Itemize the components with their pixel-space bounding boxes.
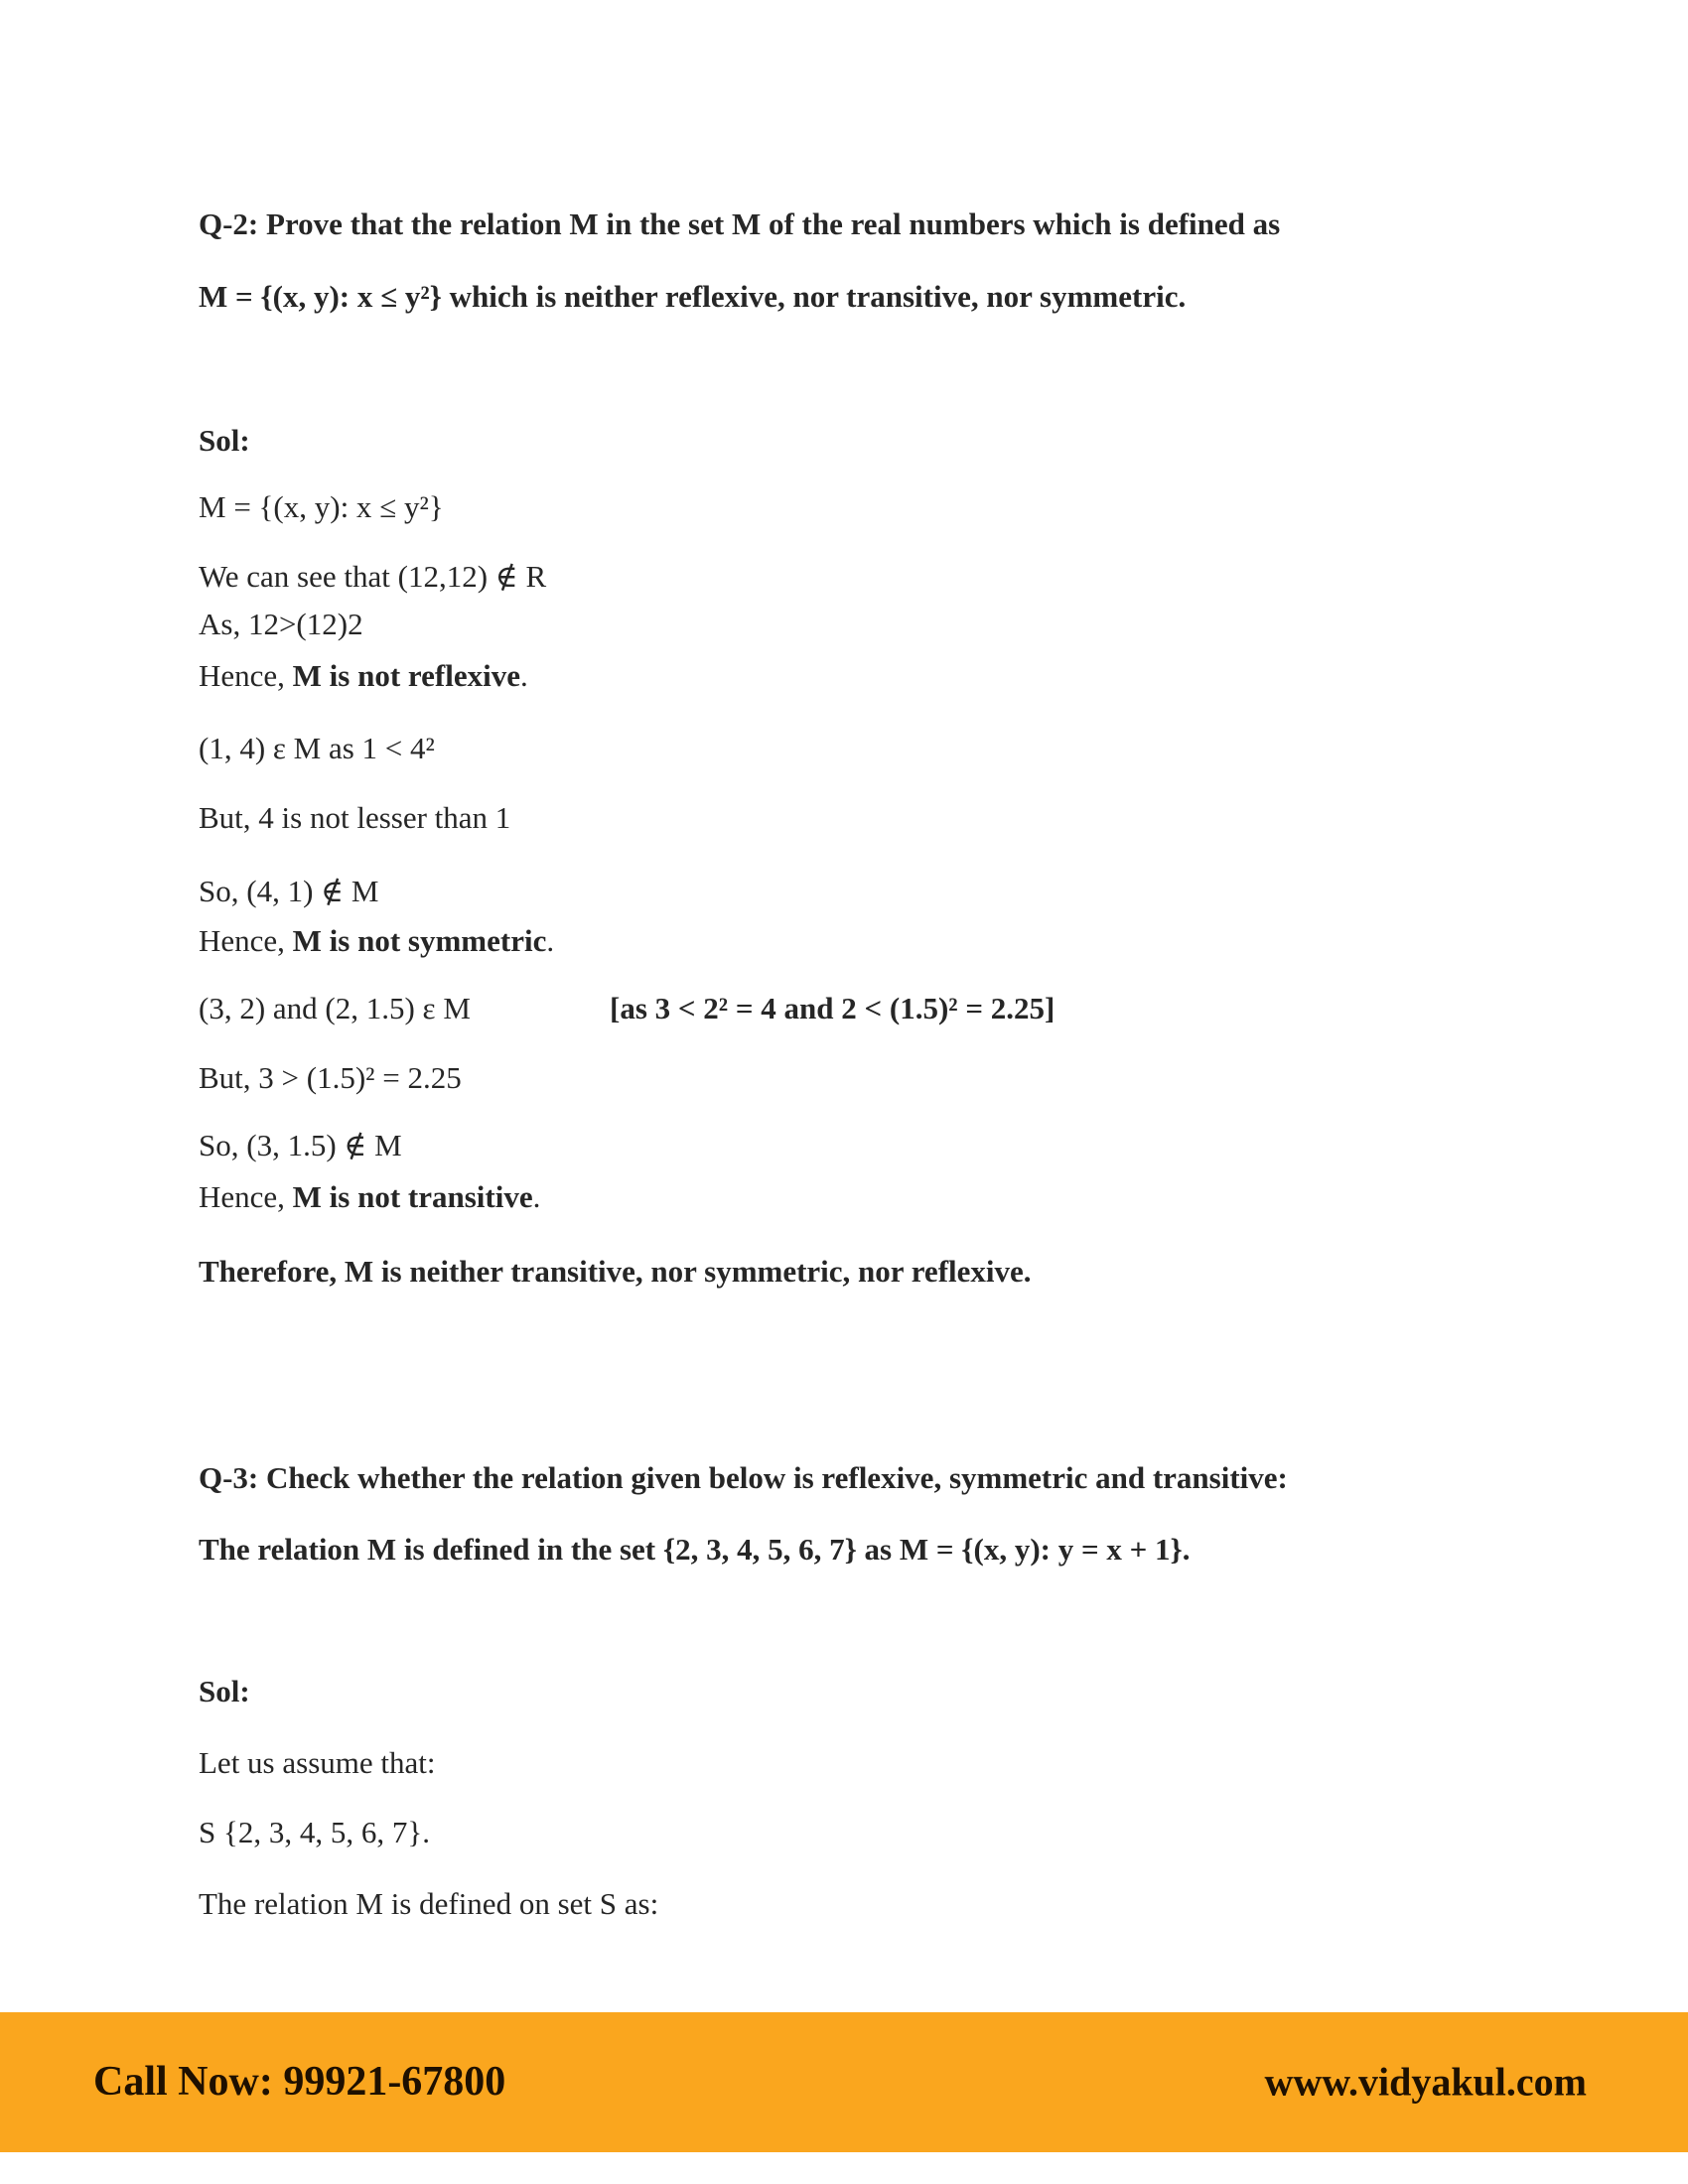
q2-but4-line: But, 4 is not lesser than 1 bbox=[199, 800, 511, 835]
hence-bold-text: M is not reflexive bbox=[292, 658, 520, 693]
pair-32-text: (3, 2) and (2, 1.5) ε M bbox=[199, 991, 471, 1025]
q2-so315-line: So, (3, 1.5) ∉ M bbox=[199, 1128, 402, 1162]
footer-phone: Call Now: 99921-67800 bbox=[93, 2058, 506, 2105]
q3-assume-line: Let us assume that: bbox=[199, 1745, 436, 1780]
q2-hence-not-transitive bbox=[199, 1177, 540, 1217]
q2-so41-line: So, (4, 1) ∉ M bbox=[199, 874, 379, 908]
q2-but3-line: But, 3 > (1.5)² = 2.25 bbox=[199, 1060, 462, 1095]
pair-32-note: [as 3 < 2² = 4 and 2 < (1.5)² = 2.25] bbox=[610, 991, 1055, 1025]
q2-conclusion: Therefore, M is neither transitive, nor symmetric, nor reflexive. bbox=[199, 1254, 1032, 1289]
q2-hence-not-reflexive bbox=[199, 656, 528, 696]
q3-heading-line1: Q-3: Check whether the relation given below is reflexive, symmetric and transitive: bbox=[199, 1460, 1288, 1495]
q2-hence-not-symmetric bbox=[199, 921, 554, 961]
q3-sol-label: Sol: bbox=[199, 1674, 250, 1708]
hence-suffix: . bbox=[532, 1179, 541, 1214]
q2-relation-definition: M = {(x, y): x ≤ y²} bbox=[199, 489, 444, 524]
footer-website: www.vidyakul.com bbox=[1264, 2059, 1587, 2105]
footer-bar bbox=[0, 2012, 1688, 2152]
hence-suffix: . bbox=[519, 658, 528, 693]
hence-prefix: Hence, bbox=[199, 923, 293, 958]
q2-pair-14-line: (1, 4) ε M as 1 < 4² bbox=[199, 731, 435, 765]
q2-heading-line1: Q-2: Prove that the relation M in the set M of the real numbers which is defined as bbox=[199, 206, 1281, 241]
q3-heading-line2: The relation M is defined in the set {2, 3, 4, 5, 6, 7} as M = {(x, y): y = x + 1}. bbox=[199, 1532, 1191, 1567]
hence-prefix: Hence, bbox=[199, 658, 293, 693]
hence-bold-text: M is not transitive bbox=[292, 1179, 533, 1214]
hence-prefix: Hence, bbox=[199, 1179, 293, 1214]
q2-as-line: As, 12>(12)2 bbox=[199, 607, 363, 641]
q2-observation-line: We can see that (12,12) ∉ R bbox=[199, 559, 547, 594]
q3-defined-line: The relation M is defined on set S as: bbox=[199, 1886, 659, 1921]
hence-suffix: . bbox=[546, 923, 555, 958]
hence-bold-text: M is not symmetric bbox=[292, 923, 547, 958]
q2-pair-32-line bbox=[199, 989, 1055, 1028]
q3-set-line: S {2, 3, 4, 5, 6, 7}. bbox=[199, 1815, 430, 1849]
q2-sol-label: Sol: bbox=[199, 423, 250, 458]
q2-heading-line2: M = {(x, y): x ≤ y²} which is neither reflexive, nor transitive, nor symmetric. bbox=[199, 279, 1187, 314]
